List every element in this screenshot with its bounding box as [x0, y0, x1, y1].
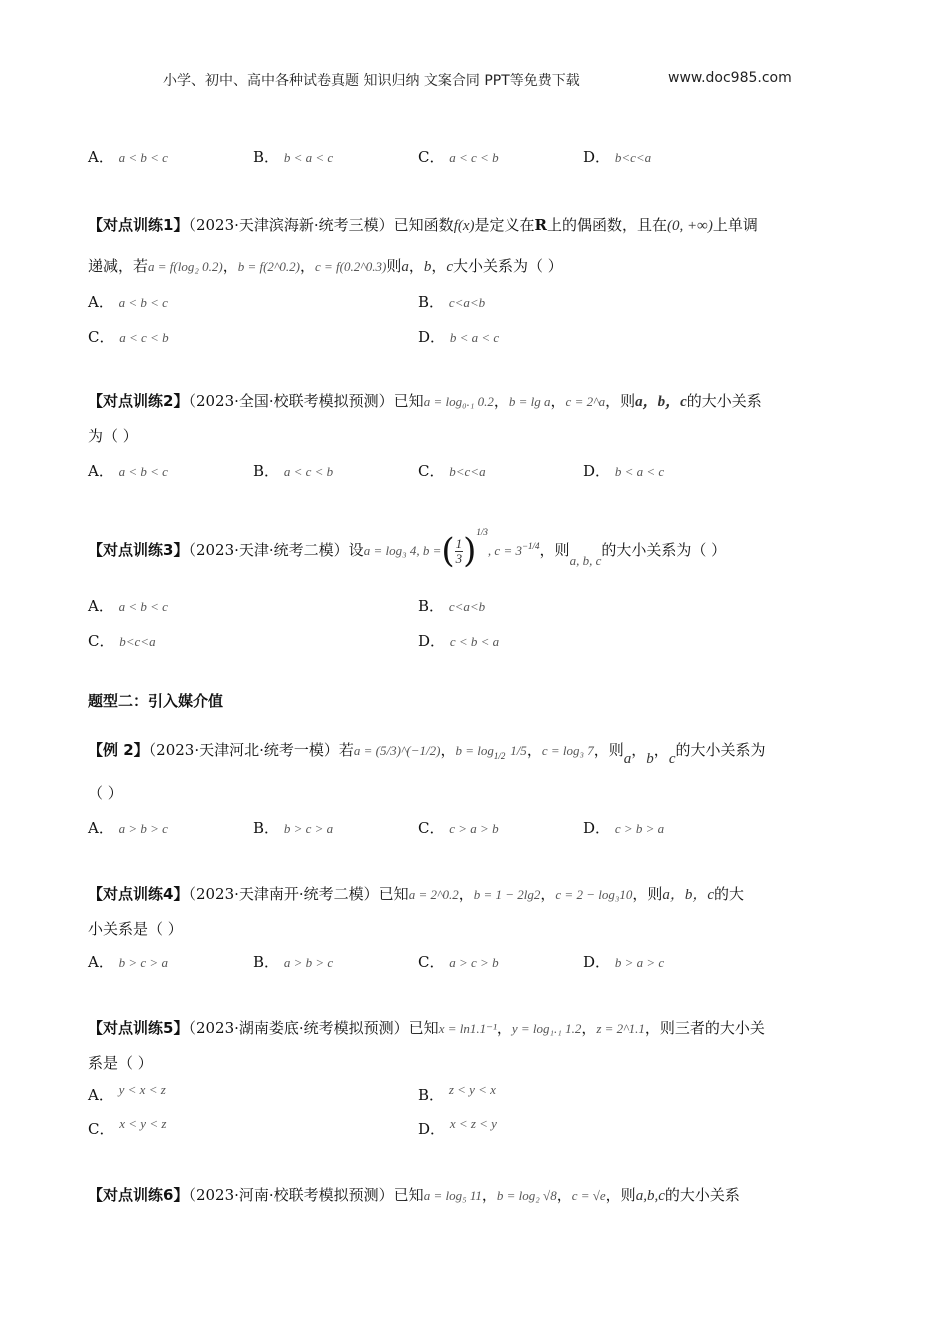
option-c[interactable]: C． b<c<a [88, 632, 156, 650]
question-stem: 【对点训练3】（2023·天津·统考二模）设a = log₃ 4, b =( $\frac{1}{3}$ )$^{1/3}$, $c = 3^{-1/4}$，则a, b, c的大小关系为（ ） [88, 527, 727, 571]
option-b[interactable]: B． b > c > a [253, 819, 334, 837]
option-b[interactable]: B． z < y < x [418, 1082, 496, 1104]
option-a[interactable]: A． a > b > c [88, 819, 168, 837]
option-a[interactable]: A． a < b < c [88, 293, 168, 311]
question-stem-line2: 小关系是（ ） [88, 920, 183, 938]
option-b[interactable]: B． a > b > c [253, 953, 334, 971]
header-url[interactable]: www.doc985.com [668, 70, 792, 86]
option-a[interactable]: A． a < b < c [88, 462, 168, 480]
question-stem-line2: 递减，若a = f(log₂ 0.2)，b = f(2^0.2)，c = f(0.2^0.3)则a，b，c大小关系为（ ） [88, 257, 563, 275]
option-c[interactable]: C． b<c<a [418, 462, 486, 480]
option-d[interactable]: D． b<c<a [583, 148, 652, 166]
section-heading: 题型二：引入媒介值 [88, 692, 224, 710]
option-d[interactable]: D． b < a < c [418, 328, 500, 346]
question-stem: 【对点训练5】（2023·湖南娄底·统考模拟预测）已知x = ln1.1⁻¹，y = log₁.₁ 1.2，z = 2^1.1，则三者的大小关 [88, 1019, 765, 1037]
question-stem: 【对点训练6】（2023·河南·校联考模拟预测）已知a = log₅ 11，b = log₂ √8，c = √e，则a,b,c的大小关系 [88, 1186, 740, 1204]
option-c[interactable]: C． c > a > b [418, 819, 499, 837]
option-b[interactable]: B． a < c < b [253, 462, 334, 480]
option-d[interactable]: D． x < z < y [418, 1116, 497, 1138]
option-b[interactable]: B． c<a<b [418, 597, 486, 615]
option-c[interactable]: C． a > c > b [418, 953, 499, 971]
question-stem-line2: 系是（ ） [88, 1054, 153, 1072]
question-stem: 【例 2】（2023·天津河北·统考一模）若a = (5/3)^(−1/2)，$b = \log_{1/2} 1/5$，c = log₃ 7，则a，b，c的大小关系为 [88, 741, 766, 767]
option-d[interactable]: D． b > a > c [583, 953, 665, 971]
question-stem: 【对点训练4】（2023·天津南开·统考二模）已知a = 2^0.2，b = 1 − 2lg2，c = 2 − log₃10，则a，b，c的大 [88, 885, 745, 903]
option-c[interactable]: C． x < y < z [88, 1116, 167, 1138]
header-banner: 小学、初中、高中各种试卷真题 知识归纳 文案合同 PPT等免费下载 [163, 73, 580, 89]
question-stem: 【对点训练2】（2023·全国·校联考模拟预测）已知a = log₀.₁ 0.2，b = lg a，c = 2^a，则a，b，c的大小关系 [88, 392, 762, 410]
question-stem: 【对点训练1】（2023·天津滨海新·统考三模）已知函数f(x)是定义在R上的偶函数，且在(0, +∞)上单调 [88, 216, 758, 234]
option-b[interactable]: B． b < a < c [253, 148, 334, 166]
option-c[interactable]: C． a < c < b [418, 148, 499, 166]
option-d[interactable]: D． b < a < c [583, 462, 665, 480]
question-stem-line2: 为（ ） [88, 427, 138, 445]
option-a[interactable]: A． y < x < z [88, 1082, 166, 1104]
option-a[interactable]: A． a < b < c [88, 597, 168, 615]
question-stem-line2: （ ） [88, 784, 123, 802]
option-a[interactable]: A． b > c > a [88, 953, 168, 971]
option-d[interactable]: D． c > b > a [583, 819, 665, 837]
option-b[interactable]: B． c<a<b [418, 293, 486, 311]
option-d[interactable]: D． c < b < a [418, 632, 500, 650]
option-c[interactable]: C． a < c < b [88, 328, 169, 346]
option-a[interactable]: A． a < b < c [88, 148, 168, 166]
